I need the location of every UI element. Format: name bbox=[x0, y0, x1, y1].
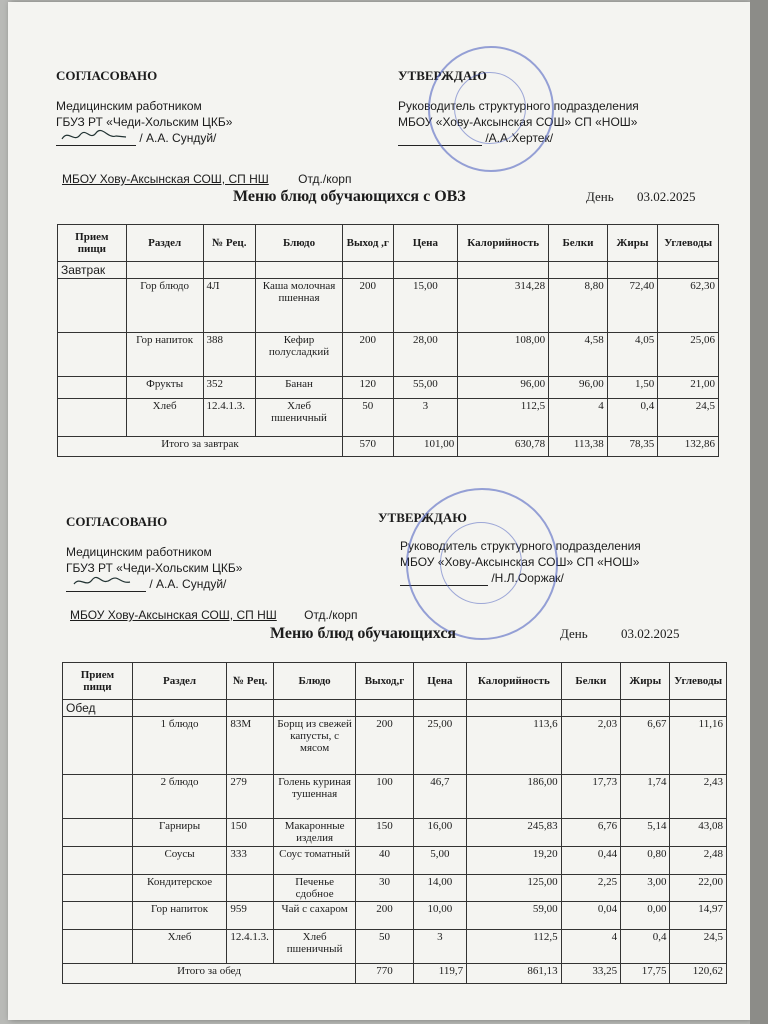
total-value: 101,00 bbox=[393, 437, 458, 457]
table-cell: 1,74 bbox=[621, 775, 670, 819]
table-cell: 4,05 bbox=[607, 333, 658, 377]
table-cell: Кефир полусладкий bbox=[256, 333, 343, 377]
table-cell: 0,80 bbox=[621, 847, 670, 875]
table-cell: Печенье сдобное bbox=[274, 875, 356, 902]
table-cell: 0,4 bbox=[607, 399, 658, 437]
table-cell: 150 bbox=[356, 819, 414, 847]
table-cell: 1,50 bbox=[607, 377, 658, 399]
table-cell: 1 блюдо bbox=[132, 717, 226, 775]
table-cell: 333 bbox=[227, 847, 274, 875]
table-cell: 0,04 bbox=[561, 902, 621, 930]
table-cell: 150 bbox=[227, 819, 274, 847]
agreed-signature-name: / А.А. Сундуй/ bbox=[139, 131, 217, 145]
table-row bbox=[58, 399, 719, 437]
table-cell: Хлеб пшеничный bbox=[256, 399, 343, 437]
total-label: Итого за обед bbox=[63, 964, 356, 984]
column-header: Блюдо bbox=[274, 663, 356, 700]
agreed-line-1: Медицинским работником bbox=[66, 545, 212, 559]
total-value: 33,25 bbox=[561, 964, 621, 984]
table-row bbox=[63, 875, 727, 902]
table-row bbox=[63, 819, 727, 847]
table-cell: Борщ из свежей капусты, с мясом bbox=[274, 717, 356, 775]
table-cell: Соус томатный bbox=[274, 847, 356, 875]
table-cell: Фрукты bbox=[126, 377, 203, 399]
signature-line bbox=[56, 133, 136, 146]
table-cell: 2,48 bbox=[670, 847, 727, 875]
table-cell: 50 bbox=[342, 399, 393, 437]
table-cell: 4,58 bbox=[549, 333, 608, 377]
empty-cell bbox=[458, 262, 549, 279]
table-cell: 2,25 bbox=[561, 875, 621, 902]
empty-cell bbox=[393, 262, 458, 279]
table-cell bbox=[63, 819, 133, 847]
approve-signature-name: /Н.Л.Ооржак/ bbox=[491, 571, 564, 585]
dept-label: Отд./корп bbox=[304, 608, 358, 622]
approve-line-1: Руководитель структурного подразделения bbox=[400, 539, 641, 553]
column-header: Прием пищи bbox=[58, 225, 127, 262]
empty-cell bbox=[203, 262, 256, 279]
table-cell: 200 bbox=[342, 279, 393, 333]
column-header: № Рец. bbox=[227, 663, 274, 700]
agreed-section bbox=[66, 514, 242, 592]
total-value: 78,35 bbox=[607, 437, 658, 457]
table-cell: 59,00 bbox=[467, 902, 561, 930]
meal-row bbox=[63, 700, 727, 717]
table-row bbox=[63, 847, 727, 875]
table-row bbox=[63, 902, 727, 930]
approve-signature-name: /А.А.Хертек/ bbox=[485, 131, 554, 145]
empty-cell bbox=[227, 700, 274, 717]
table-cell: 11,16 bbox=[670, 717, 727, 775]
table-cell: 2 блюдо bbox=[132, 775, 226, 819]
total-value: 17,75 bbox=[621, 964, 670, 984]
empty-cell bbox=[549, 262, 608, 279]
table-cell: 113,6 bbox=[467, 717, 561, 775]
table-cell: 3 bbox=[413, 930, 466, 964]
table-cell bbox=[63, 902, 133, 930]
school-name: МБОУ Хову-Аксынская СОШ, СП НШ bbox=[62, 172, 269, 186]
table-cell: 14,00 bbox=[413, 875, 466, 902]
table-cell: 2,03 bbox=[561, 717, 621, 775]
total-value: 119,7 bbox=[413, 964, 466, 984]
empty-cell bbox=[621, 700, 670, 717]
table-cell bbox=[63, 847, 133, 875]
table-cell: Голень куриная тушенная bbox=[274, 775, 356, 819]
menu-title: Меню блюд обучающихся с ОВЗ bbox=[233, 188, 466, 205]
table-cell: 112,5 bbox=[458, 399, 549, 437]
signature-line bbox=[66, 579, 146, 592]
table-cell: Хлеб bbox=[132, 930, 226, 964]
meal-name: Обед bbox=[63, 700, 133, 717]
date-value: 03.02.2025 bbox=[620, 626, 680, 641]
approve-line-1: Руководитель структурного подразделения bbox=[398, 99, 639, 113]
day-date bbox=[586, 189, 695, 205]
empty-cell bbox=[607, 262, 658, 279]
stamp-icon bbox=[406, 488, 558, 640]
table-cell bbox=[63, 717, 133, 775]
table-cell: 3,00 bbox=[621, 875, 670, 902]
school-line bbox=[62, 172, 351, 186]
table-cell: 279 bbox=[227, 775, 274, 819]
total-row bbox=[63, 964, 727, 984]
column-header: Жиры bbox=[607, 225, 658, 262]
table-cell: 55,00 bbox=[393, 377, 458, 399]
column-header: Блюдо bbox=[256, 225, 343, 262]
table-cell: 200 bbox=[342, 333, 393, 377]
column-header: Углеводы bbox=[670, 663, 727, 700]
table-cell: 14,97 bbox=[670, 902, 727, 930]
column-header: Белки bbox=[549, 225, 608, 262]
agreed-line-2: ГБУЗ РТ «Чеди-Хольским ЦКБ» bbox=[66, 561, 243, 575]
table-cell: 2,43 bbox=[670, 775, 727, 819]
approve-title: УТВЕРЖДАЮ bbox=[378, 510, 467, 525]
table-cell: 19,20 bbox=[467, 847, 561, 875]
table-cell bbox=[63, 875, 133, 902]
table-cell bbox=[63, 775, 133, 819]
table-cell: 108,00 bbox=[458, 333, 549, 377]
table-row bbox=[58, 377, 719, 399]
table-cell: 388 bbox=[203, 333, 256, 377]
table-cell: Гарниры bbox=[132, 819, 226, 847]
column-header: Калорийность bbox=[458, 225, 549, 262]
handwritten-signature-icon bbox=[60, 127, 130, 145]
total-value: 570 bbox=[342, 437, 393, 457]
table-cell: 43,08 bbox=[670, 819, 727, 847]
table-cell: 314,28 bbox=[458, 279, 549, 333]
table-cell: 5,00 bbox=[413, 847, 466, 875]
table-cell: 10,00 bbox=[413, 902, 466, 930]
approve-line-2: МБОУ «Хову-Аксынская СОШ» СП «НОШ» bbox=[398, 115, 638, 129]
table-cell: 12.4.1.3. bbox=[203, 399, 256, 437]
table-cell: 40 bbox=[356, 847, 414, 875]
agreed-line-2: ГБУЗ РТ «Чеди-Хольским ЦКБ» bbox=[56, 115, 233, 129]
empty-cell bbox=[658, 262, 719, 279]
table-cell: 959 bbox=[227, 902, 274, 930]
empty-cell bbox=[561, 700, 621, 717]
table-cell: 112,5 bbox=[467, 930, 561, 964]
table-cell: 120 bbox=[342, 377, 393, 399]
table-cell: Гор напиток bbox=[132, 902, 226, 930]
empty-cell bbox=[126, 262, 203, 279]
agreed-title: СОГЛАСОВАНО bbox=[56, 68, 158, 83]
table-cell: 3 bbox=[393, 399, 458, 437]
table-cell: 50 bbox=[356, 930, 414, 964]
empty-cell bbox=[274, 700, 356, 717]
table-cell: 28,00 bbox=[393, 333, 458, 377]
table-cell: Чай с сахаром bbox=[274, 902, 356, 930]
table-cell: 30 bbox=[356, 875, 414, 902]
meal-row bbox=[58, 262, 719, 279]
column-header: Цена bbox=[413, 663, 466, 700]
table-cell bbox=[63, 930, 133, 964]
table-cell: 46,7 bbox=[413, 775, 466, 819]
day-date bbox=[560, 626, 679, 642]
menu-title: Меню блюд обучающихся bbox=[270, 625, 457, 642]
column-header: Раздел bbox=[132, 663, 226, 700]
column-header: Прием пищи bbox=[63, 663, 133, 700]
approve-title: УТВЕРЖДАЮ bbox=[398, 68, 487, 83]
table-cell: 21,00 bbox=[658, 377, 719, 399]
table-cell: 25,06 bbox=[658, 333, 719, 377]
table-cell: Гор блюдо bbox=[126, 279, 203, 333]
column-header: Калорийность bbox=[467, 663, 561, 700]
empty-cell bbox=[413, 700, 466, 717]
handwritten-signature-icon bbox=[70, 573, 140, 591]
table-cell: 72,40 bbox=[607, 279, 658, 333]
table-cell: 4 bbox=[549, 399, 608, 437]
school-line bbox=[70, 608, 357, 622]
table-cell bbox=[58, 377, 127, 399]
table-cell: 186,00 bbox=[467, 775, 561, 819]
document-sheet bbox=[8, 2, 750, 1020]
table-cell: 62,30 bbox=[658, 279, 719, 333]
column-header: Цена bbox=[393, 225, 458, 262]
table-cell: 96,00 bbox=[458, 377, 549, 399]
empty-cell bbox=[132, 700, 226, 717]
table-cell: Соусы bbox=[132, 847, 226, 875]
table-cell: 16,00 bbox=[413, 819, 466, 847]
table-cell: 125,00 bbox=[467, 875, 561, 902]
empty-cell bbox=[256, 262, 343, 279]
table-cell bbox=[58, 333, 127, 377]
total-value: 861,13 bbox=[467, 964, 561, 984]
menu-table-breakfast bbox=[57, 224, 719, 457]
table-row bbox=[58, 333, 719, 377]
stamp-icon bbox=[428, 46, 554, 172]
empty-cell bbox=[467, 700, 561, 717]
table-cell: 0,4 bbox=[621, 930, 670, 964]
table-cell: 25,00 bbox=[413, 717, 466, 775]
total-value: 630,78 bbox=[458, 437, 549, 457]
table-cell: 0,44 bbox=[561, 847, 621, 875]
agreed-line-1: Медицинским работником bbox=[56, 99, 202, 113]
table-cell: Хлеб пшеничный bbox=[274, 930, 356, 964]
table-row bbox=[58, 279, 719, 333]
table-cell: 6,76 bbox=[561, 819, 621, 847]
empty-cell bbox=[356, 700, 414, 717]
meal-name: Завтрак bbox=[58, 262, 127, 279]
table-cell: 200 bbox=[356, 717, 414, 775]
table-cell bbox=[58, 399, 127, 437]
total-value: 120,62 bbox=[670, 964, 727, 984]
table-cell: 6,67 bbox=[621, 717, 670, 775]
table-cell: 0,00 bbox=[621, 902, 670, 930]
total-row bbox=[58, 437, 719, 457]
table-cell: Каша молочная пшенная bbox=[256, 279, 343, 333]
total-value: 770 bbox=[356, 964, 414, 984]
table-cell: Гор напиток bbox=[126, 333, 203, 377]
column-header: Выход ,г bbox=[342, 225, 393, 262]
table-cell: 96,00 bbox=[549, 377, 608, 399]
day-label: День bbox=[560, 626, 588, 641]
day-label: День bbox=[586, 189, 614, 204]
dept-label: Отд./корп bbox=[298, 172, 352, 186]
table-cell: 352 bbox=[203, 377, 256, 399]
table-cell: 100 bbox=[356, 775, 414, 819]
table-cell: Банан bbox=[256, 377, 343, 399]
column-header: Выход,г bbox=[356, 663, 414, 700]
agreed-title: СОГЛАСОВАНО bbox=[66, 514, 168, 529]
background-edge bbox=[750, 0, 768, 1024]
column-header: Жиры bbox=[621, 663, 670, 700]
table-cell: Макаронные изделия bbox=[274, 819, 356, 847]
column-header: Углеводы bbox=[658, 225, 719, 262]
column-header: № Рец. bbox=[203, 225, 256, 262]
table-cell: 12.4.1.3. bbox=[227, 930, 274, 964]
agreed-signature-name: / А.А. Сундуй/ bbox=[149, 577, 227, 591]
table-cell: 22,00 bbox=[670, 875, 727, 902]
total-label: Итого за завтрак bbox=[58, 437, 343, 457]
table-header-row bbox=[63, 663, 727, 700]
table-cell: 8,80 bbox=[549, 279, 608, 333]
table-cell: 4Л bbox=[203, 279, 256, 333]
table-header-row bbox=[58, 225, 719, 262]
agreed-section bbox=[56, 68, 232, 146]
table-cell: 24,5 bbox=[670, 930, 727, 964]
table-cell: 4 bbox=[561, 930, 621, 964]
table-cell: 5,14 bbox=[621, 819, 670, 847]
empty-cell bbox=[670, 700, 727, 717]
table-row bbox=[63, 775, 727, 819]
table-cell: Кондитерское bbox=[132, 875, 226, 902]
column-header: Раздел bbox=[126, 225, 203, 262]
table-cell: 17,73 bbox=[561, 775, 621, 819]
column-header: Белки bbox=[561, 663, 621, 700]
table-cell: 83М bbox=[227, 717, 274, 775]
table-cell: Хлеб bbox=[126, 399, 203, 437]
table-row bbox=[63, 930, 727, 964]
total-value: 113,38 bbox=[549, 437, 608, 457]
school-name: МБОУ Хову-Аксынская СОШ, СП НШ bbox=[70, 608, 277, 622]
table-cell: 15,00 bbox=[393, 279, 458, 333]
table-cell bbox=[58, 279, 127, 333]
date-value: 03.02.2025 bbox=[636, 189, 696, 204]
table-cell: 24,5 bbox=[658, 399, 719, 437]
empty-cell bbox=[342, 262, 393, 279]
table-cell bbox=[227, 875, 274, 902]
table-row bbox=[63, 717, 727, 775]
approve-line-2: МБОУ «Хову-Аксынская СОШ» СП «НОШ» bbox=[400, 555, 640, 569]
menu-table-lunch bbox=[62, 662, 727, 984]
total-value: 132,86 bbox=[658, 437, 719, 457]
table-cell: 200 bbox=[356, 902, 414, 930]
table-cell: 245,83 bbox=[467, 819, 561, 847]
